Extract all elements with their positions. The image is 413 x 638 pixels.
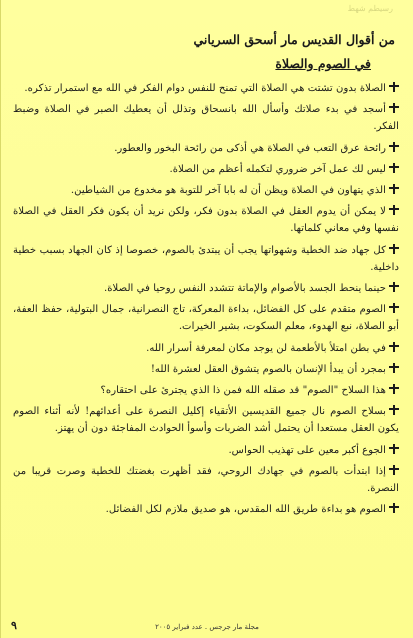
saying-text: كل جهاد ضد الخطية وشهواتها يجب أن يبتدئ بالصوم، خصوصا إذ كان الجهاد بسبب خطية داخلية. — [13, 244, 399, 273]
saying-text: الصوم متقدم على كل الفضائل، بداءة المعركة، تاج النصرانية، جمال البتولية، حفظ العفة، أبو الصلاة، نبع الهدوء، معلم السكوت، بشير الخيرات. — [13, 304, 399, 333]
cross-icon — [389, 363, 399, 373]
cross-icon — [389, 244, 399, 254]
saying-text: الجوع أكبر معين على تهذيب الحواس. — [228, 444, 386, 456]
cross-icon — [389, 503, 399, 513]
cross-icon — [389, 303, 399, 313]
saying-text: ليس لك عمل آخر ضروري لتكمله أعظم من الصلاة. — [169, 163, 386, 175]
saying-paragraph — [13, 463, 399, 497]
saying-paragraph — [13, 340, 399, 357]
saying-text: بسلاح الصوم نال جميع القديسين الأتقياء إكليل النصرة على أعدائهم! لأنه أثناء الصوم يكون العقل مستعدا أن يحتمل أشد الضربات وأسوأ الحوادث المفاجئة دون أن يهتز. — [13, 406, 399, 435]
article-title: من أقوال القديس مار أسحق السرياني — [193, 32, 395, 47]
saying-paragraph — [13, 501, 399, 518]
saying-paragraph — [13, 242, 399, 276]
saying-text: لا يمكن أن يدوم العقل في الصلاة بدون فكر، ولكن نريد أن يكون فكر العقل في الصلاة نفسها وفي معاني كلماتها. — [13, 206, 399, 235]
saying-text: الصلاة بدون تشتت هي الصلاة التي تمنح للنفس دوام الفكر في الله مع استمرار تذكره. — [24, 83, 386, 94]
article-body — [13, 30, 399, 522]
saying-paragraph — [13, 301, 399, 335]
publication-info: مجلة مار جرجس . عدد فبراير ٢٠٠٥ — [155, 623, 259, 631]
cross-icon — [389, 82, 399, 92]
page-number: ٩ — [11, 619, 17, 632]
saying-text: حينما ينحط الجسد بالأصوام والإماتة تتشدد النفس روحيا في الصلاة. — [103, 283, 386, 295]
saying-paragraph — [13, 203, 399, 237]
cross-icon — [389, 465, 399, 475]
article-subtitle: في الصوم والصلاة — [275, 56, 371, 71]
saying-paragraph — [13, 442, 399, 459]
page-footer — [11, 618, 403, 632]
bleed-through-text: رسيطم شهط — [347, 4, 393, 13]
saying-text: أسجد في بدء صلاتك وأسأل الله بانسحاق وتذلل أن يعطيك الصبر في الصلاة وضبط الفكر. — [13, 104, 399, 133]
saying-paragraph — [13, 80, 399, 97]
saying-paragraph — [13, 101, 399, 135]
saying-paragraph — [13, 280, 399, 297]
cross-icon — [389, 405, 399, 415]
saying-text: الصوم هو بداءة طريق الله المقدس، هو صديق ملازم لكل الفضائل. — [105, 504, 386, 516]
cross-icon — [389, 163, 399, 173]
saying-paragraph — [13, 403, 399, 437]
saying-text: في بطن امتلأ بالأطعمة لن يوجد مكان لمعرفة أسرار الله. — [146, 342, 386, 354]
cross-icon — [389, 342, 399, 352]
saying-text: رائحة عرق التعب في الصلاة هي أذكى من رائحة البخور والعطور. — [114, 142, 386, 154]
saying-paragraph — [13, 382, 399, 399]
cross-icon — [389, 184, 399, 194]
cross-icon — [389, 444, 399, 454]
saying-paragraph — [13, 182, 399, 199]
saying-text: الذي يتهاون في الصلاة ويظن أن له بابا آخر للتوبة هو مخدوع من الشياطين. — [70, 185, 386, 197]
saying-text: هذا السلاح "الصوم" قد صقله الله فمن ذا الذي يجترئ على احتقاره؟ — [100, 385, 386, 397]
saying-paragraph — [13, 140, 399, 157]
saying-text: بمجرد أن يبدأ الإنسان بالصوم يتشوق العقل لعشرة الله! — [150, 363, 386, 375]
cross-icon — [389, 282, 399, 292]
saying-paragraph — [13, 361, 399, 378]
saying-paragraph — [13, 161, 399, 178]
cross-icon — [389, 384, 399, 394]
cross-icon — [389, 142, 399, 152]
cross-icon — [389, 205, 399, 215]
saying-text: إذا ابتدأت بالصوم في جهادك الروحي، فقد أظهرت بغضتك للخطية وصرت قريبا من النصرة. — [13, 465, 399, 495]
cross-icon — [389, 103, 399, 113]
